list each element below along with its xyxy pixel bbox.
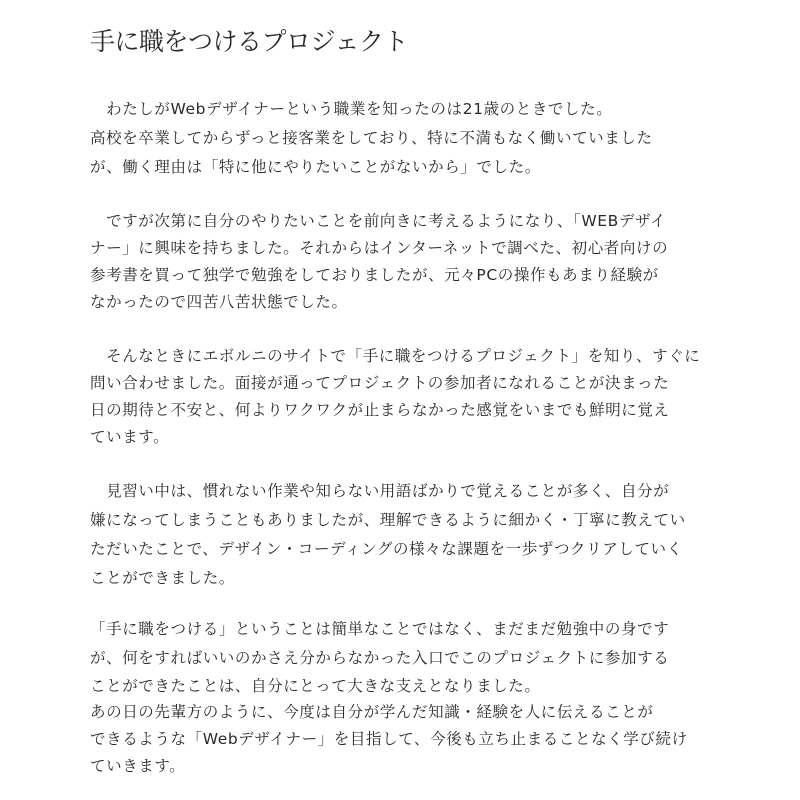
paragraph-4-line-3: ただいたことで、デザイン・コーディングの様々な課題を一歩ずつクリアしていく	[90, 540, 683, 558]
paragraph-2-line-4: なかったので四苦八苦状態でした。	[90, 293, 348, 311]
page-title: 手に職をつけるプロジェクト	[90, 27, 409, 56]
paragraph-1-line-3: が、働く理由は「特に他にやりたいことがないから」でした。	[90, 158, 541, 176]
paragraph-5-line-3: ことができたことは、自分にとって大きな支えとなりました。	[90, 677, 541, 695]
paragraph-2-line-1: ですが次第に自分のやりたいことを前向きに考えるようになり、「WEBデザイ	[90, 212, 667, 230]
paragraph-3-line-2: 問い合わせました。面接が通ってプロジェクトの参加者になれることが決まった	[90, 374, 670, 392]
paragraph-1-line-2: 高校を卒業してからずっと接客業をしており、特に不満もなく働いていました	[90, 129, 653, 147]
paragraph-3-line-3: 日の期待と不安と、何よりワクワクが止まらなかった感覚をいまでも鮮明に覚え	[90, 401, 670, 419]
paragraph-4-line-4: ことができました。	[90, 569, 235, 587]
paragraph-4-line-1: 見習い中は、慣れない作業や知らない用語ばかりで覚えることが多く、自分が	[90, 482, 670, 500]
paragraph-4-line-2: 嫌になってしまうこともありましたが、理解できるように細かく・丁寧に教えてい	[90, 511, 686, 529]
paragraph-3-line-1: そんなときにエボルニのサイトで「手に職をつけるプロジェクト」を知り、すぐに	[90, 347, 701, 365]
paragraph-5-line-2: が、何をすればいいのかさえ分からなかった入口でこのプロジェクトに参加する	[90, 649, 670, 667]
paragraph-5-line-1: 「手に職をつける」ということは簡単なことではなく、まだまだ勉強中の身です	[90, 620, 670, 638]
paragraph-3-line-4: ています。	[90, 428, 170, 446]
paragraph-1-line-1: わたしがWebデザイナーという職業を知ったのは21歳のときでした。	[90, 100, 613, 118]
paragraph-5-line-4: あの日の先輩方のように、今度は自分が学んだ知識・経験を人に伝えることが	[90, 703, 654, 721]
paragraph-2-line-3: 参考書を買って独学で勉強をしておりましたが、元々PCの操作もあまり経験が	[90, 266, 659, 284]
paragraph-2-line-2: ナー」に興味を持ちました。それからはインターネットで調べた、初心者向けの	[90, 239, 669, 257]
paragraph-5-line-6: ていきます。	[90, 757, 186, 775]
paragraph-5-line-5: できるような「Webデザイナー」を目指して、今後も立ち止まることなく学び続け	[90, 730, 688, 748]
